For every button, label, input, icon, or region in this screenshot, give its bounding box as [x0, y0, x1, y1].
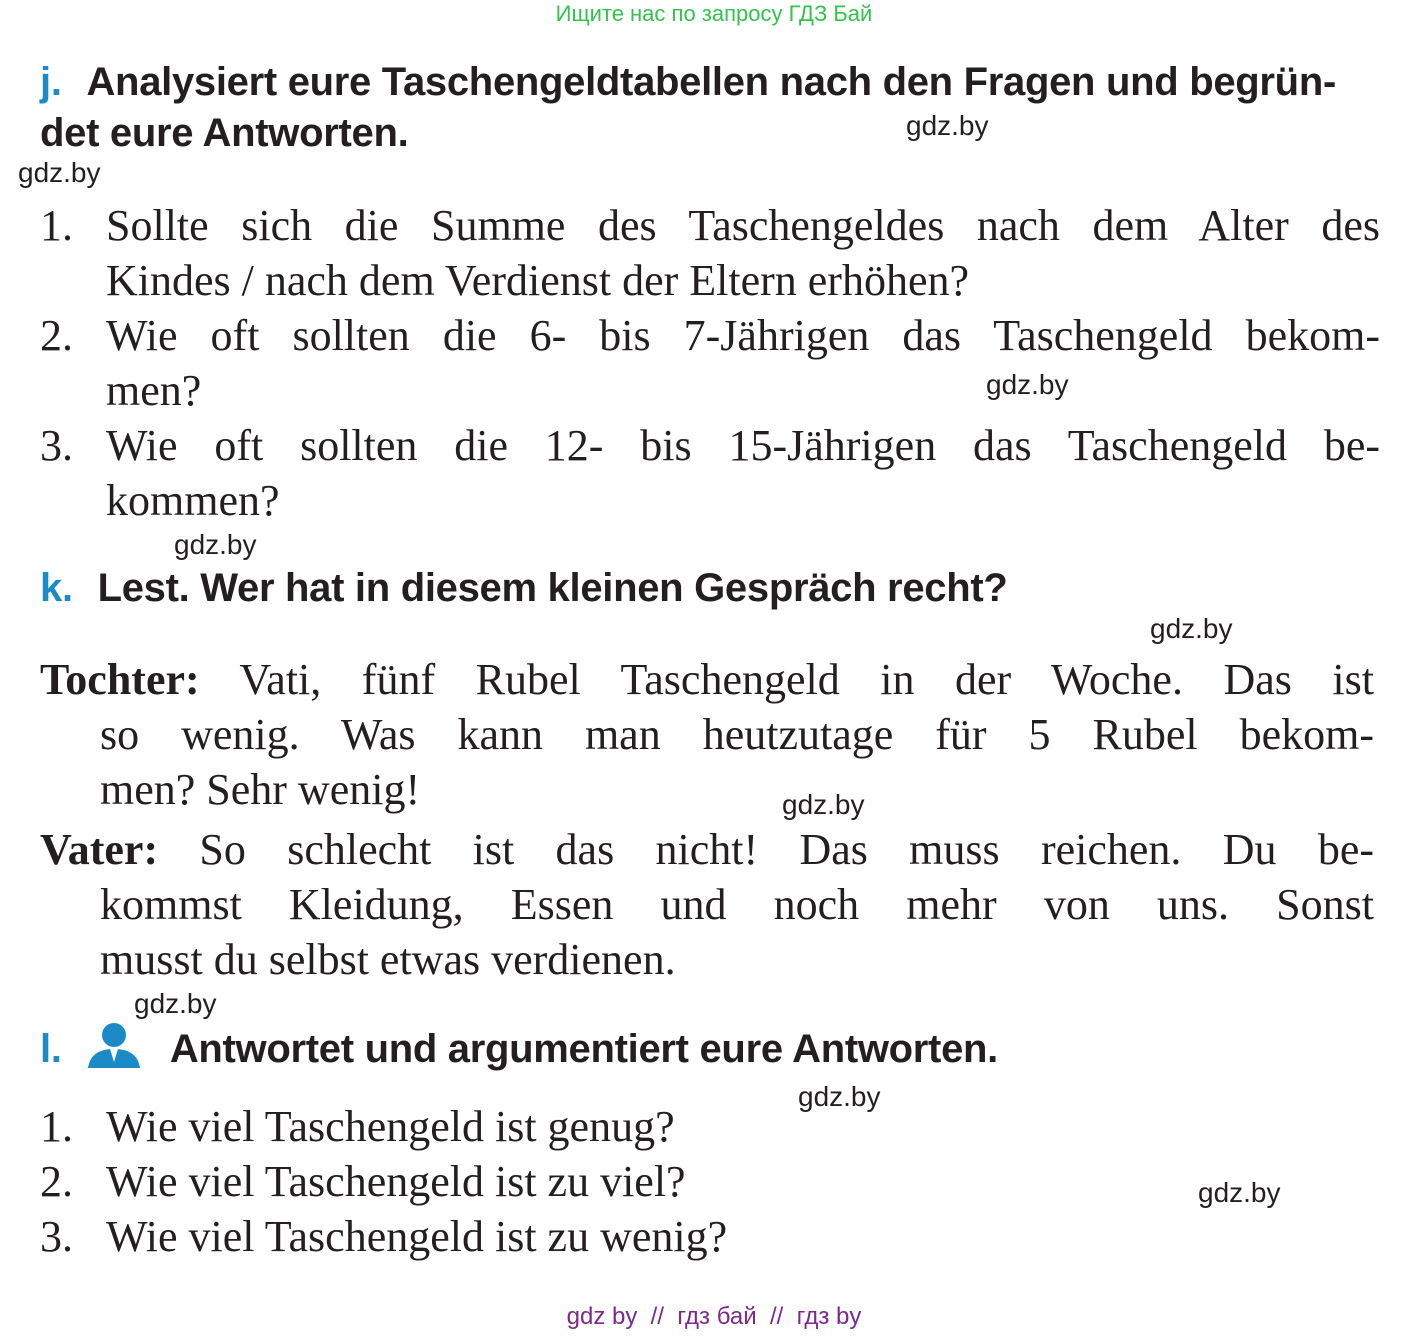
watermark: gdz.by [18, 157, 101, 188]
watermark: gdz.by [798, 1081, 881, 1112]
task-j-line1: Analysiert eure Taschengeldtabellen nach den Fragen und begrün- [86, 60, 1336, 104]
task-j-line2: det eure Antworten. [40, 111, 409, 155]
list-item [40, 1154, 1380, 1209]
dialog-line-tochter [40, 652, 1374, 817]
list-item-number: 2. [40, 1157, 73, 1206]
watermark: gdz.by [134, 988, 217, 1019]
dialog-text: kommst Kleidung, Essen und noch mehr von uns. Sonst [100, 880, 1374, 929]
task-k-heading [40, 563, 1380, 614]
list-item [40, 308, 1380, 418]
list-item-text: kommen? [106, 476, 280, 525]
person-icon [86, 1022, 142, 1081]
dialog [40, 652, 1374, 987]
dialog-text: Vati, fünf Rubel Taschengeld in der Woche. Das ist [239, 655, 1374, 704]
task-j-letter: j. [40, 60, 62, 104]
list-item-text: Wie viel Taschengeld ist zu viel? [106, 1157, 686, 1206]
dialog-line-vater [40, 822, 1374, 987]
task-l-question-list [40, 1099, 1380, 1264]
watermark: gdz.by [986, 369, 1069, 400]
list-item-text: Kindes / nach dem Verdienst der Eltern erhöhen? [106, 256, 970, 305]
task-l-text: Antwortet und argumentiert eure Antworten. [169, 1027, 998, 1072]
list-item-text: Sollte sich die Summe des Taschengeldes nach dem Alter des [106, 201, 1380, 250]
list-item-text: Wie viel Taschengeld ist zu wenig? [106, 1212, 728, 1261]
list-item-number: 3. [40, 421, 73, 470]
list-item [40, 1209, 1380, 1264]
speaker-name: Vater: [40, 825, 159, 874]
watermark: gdz.by [782, 789, 865, 820]
watermark: gdz.by [1198, 1177, 1281, 1208]
task-k-text: Lest. Wer hat in diesem kleinen Gespräch recht? [97, 566, 1008, 610]
footer-links[interactable]: gdz by // гдз бай // гдз by [566, 1303, 862, 1330]
list-item [40, 1099, 1380, 1154]
list-item-number: 1. [40, 201, 73, 250]
dialog-text: So schlecht ist das nicht! Das muss reichen. Du be- [199, 825, 1374, 874]
dialog-text: musst du selbst etwas verdienen. [100, 935, 676, 984]
site-banner[interactable]: Ищите нас по запросу ГДЗ Бай [555, 1, 873, 26]
list-item-text: Wie oft sollten die 12- bis 15-Jährigen das Taschengeld be- [106, 421, 1380, 470]
list-item-text: Wie oft sollten die 6- bis 7-Jährigen das Taschengeld bekom- [106, 311, 1380, 360]
watermark: gdz.by [1150, 613, 1233, 644]
list-item [40, 198, 1380, 308]
watermark: gdz.by [906, 110, 989, 141]
dialog-text: so wenig. Was kann man heutzutage für 5 Rubel bekom- [100, 710, 1374, 759]
task-j-heading [40, 57, 1380, 159]
dialog-text: men? Sehr wenig! [100, 765, 421, 814]
task-k-letter: k. [40, 566, 73, 610]
list-item-text: Wie viel Taschengeld ist genug? [106, 1102, 675, 1151]
task-l-heading [40, 1022, 1380, 1081]
list-item-text: men? [106, 366, 202, 415]
list-item-number: 2. [40, 311, 73, 360]
task-l-letter: l. [40, 1027, 62, 1072]
task-j-question-list [40, 198, 1380, 528]
list-item [40, 418, 1380, 528]
watermark: gdz.by [174, 529, 257, 560]
speaker-name: Tochter: [40, 655, 200, 704]
list-item-number: 1. [40, 1102, 73, 1151]
list-item-number: 3. [40, 1212, 73, 1261]
